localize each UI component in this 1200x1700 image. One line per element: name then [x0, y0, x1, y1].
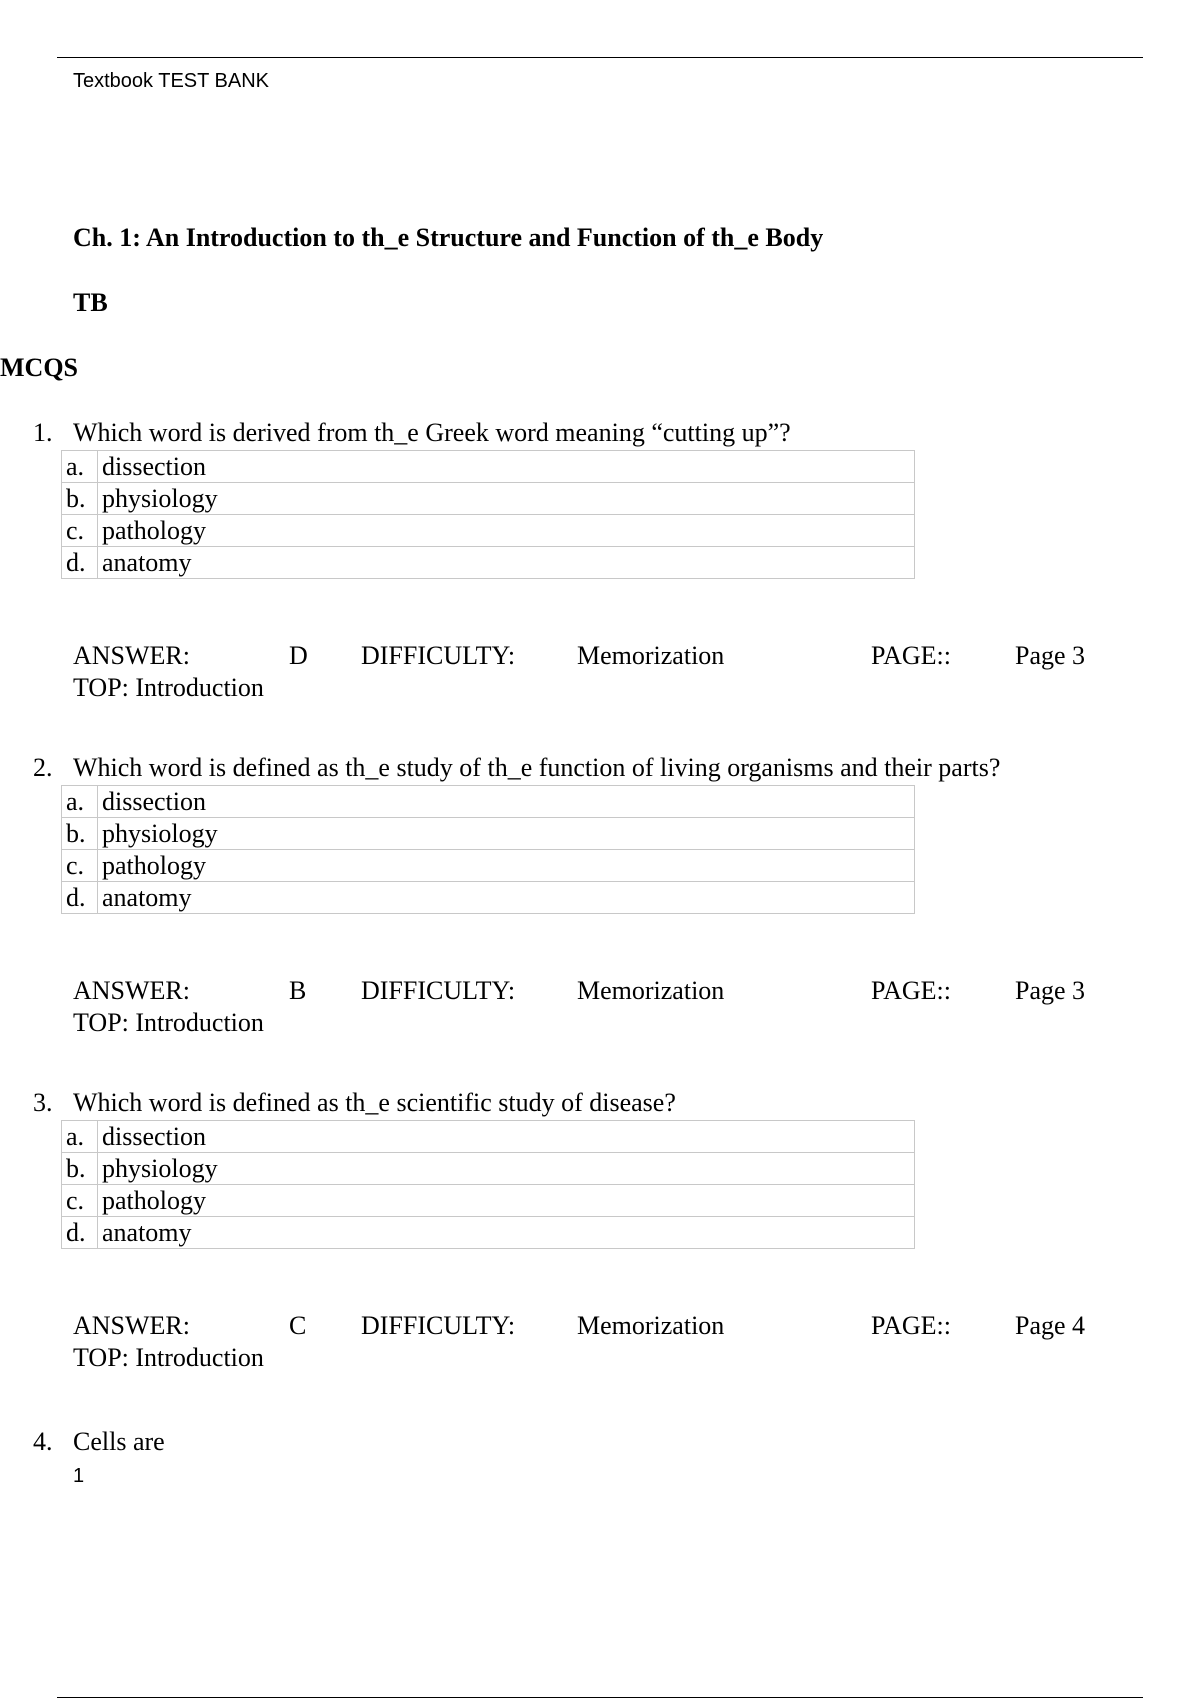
option-letter: a. — [62, 786, 98, 818]
option-letter: c. — [62, 515, 98, 547]
question-text: Cells are — [73, 1427, 165, 1456]
option-text: pathology — [98, 850, 915, 882]
option-letter: c. — [62, 1185, 98, 1217]
option-row — [62, 547, 915, 579]
option-letter: b. — [62, 818, 98, 850]
option-letter: b. — [62, 1153, 98, 1185]
options-table — [61, 785, 915, 914]
chapter-title: Ch. 1: An Introduction to th_e Structure and Function of th_e Body — [73, 223, 824, 252]
difficulty-value: Memorization — [577, 1311, 725, 1340]
option-letter: c. — [62, 850, 98, 882]
topic-line: TOP: Introduction — [73, 1343, 264, 1372]
question-text: Which word is defined as th_e study of th_e function of living organisms and their parts? — [73, 753, 1001, 782]
question-number: 4. — [33, 1427, 53, 1456]
page-value: Page 3 — [1015, 976, 1086, 1005]
option-text: anatomy — [98, 882, 915, 914]
option-row — [62, 451, 915, 483]
option-row — [62, 882, 915, 914]
page-label: PAGE:: — [871, 641, 951, 670]
question-number: 1. — [33, 418, 53, 447]
option-row — [62, 515, 915, 547]
footer-rule — [57, 1697, 1143, 1698]
option-row — [62, 1153, 915, 1185]
subtitle: TB — [73, 288, 108, 317]
option-letter: a. — [62, 1121, 98, 1153]
question-text: Which word is derived from th_e Greek word meaning “cutting up”? — [73, 418, 791, 447]
question-number: 3. — [33, 1088, 53, 1117]
option-text: anatomy — [98, 1217, 915, 1249]
options-table — [61, 450, 915, 579]
options-table — [61, 1120, 915, 1249]
option-row — [62, 1121, 915, 1153]
option-letter: a. — [62, 451, 98, 483]
page-number: 1 — [73, 1465, 85, 1487]
option-text: physiology — [98, 483, 915, 515]
topic-line: TOP: Introduction — [73, 673, 264, 702]
option-text: pathology — [98, 515, 915, 547]
answer-value: B — [289, 976, 307, 1005]
answer-label: ANSWER: — [73, 1311, 190, 1340]
option-text: dissection — [98, 451, 915, 483]
option-row — [62, 1185, 915, 1217]
option-text: pathology — [98, 1185, 915, 1217]
option-text: physiology — [98, 1153, 915, 1185]
option-letter: d. — [62, 547, 98, 579]
option-letter: d. — [62, 1217, 98, 1249]
option-letter: d. — [62, 882, 98, 914]
difficulty-label: DIFFICULTY: — [361, 1311, 516, 1340]
option-row — [62, 483, 915, 515]
difficulty-value: Memorization — [577, 641, 725, 670]
page-label: PAGE:: — [871, 976, 951, 1005]
difficulty-value: Memorization — [577, 976, 725, 1005]
option-text: physiology — [98, 818, 915, 850]
header-rule — [57, 57, 1143, 58]
option-row — [62, 818, 915, 850]
answer-value: D — [289, 641, 308, 670]
page-value: Page 3 — [1015, 641, 1086, 670]
option-row — [62, 1217, 915, 1249]
answer-label: ANSWER: — [73, 641, 190, 670]
difficulty-label: DIFFICULTY: — [361, 641, 516, 670]
option-row — [62, 786, 915, 818]
answer-label: ANSWER: — [73, 976, 190, 1005]
option-row — [62, 850, 915, 882]
option-letter: b. — [62, 483, 98, 515]
topic-line: TOP: Introduction — [73, 1008, 264, 1037]
question-text: Which word is defined as th_e scientific study of disease? — [73, 1088, 676, 1117]
question-number: 2. — [33, 753, 53, 782]
section-heading: MCQS — [0, 353, 78, 382]
difficulty-label: DIFFICULTY: — [361, 976, 516, 1005]
option-text: anatomy — [98, 547, 915, 579]
header-text: Textbook TEST BANK — [73, 70, 270, 92]
page-value: Page 4 — [1015, 1311, 1086, 1340]
answer-value: C — [289, 1311, 307, 1340]
page-label: PAGE:: — [871, 1311, 951, 1340]
option-text: dissection — [98, 786, 915, 818]
option-text: dissection — [98, 1121, 915, 1153]
